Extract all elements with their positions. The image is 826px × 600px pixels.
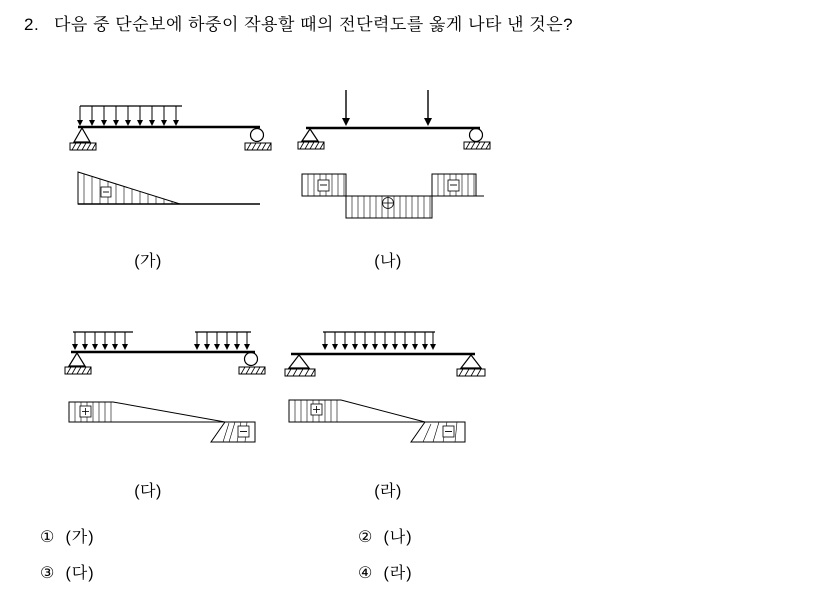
figure-da-label: (다): [134, 483, 162, 500]
choice-1-marker: ①: [40, 529, 56, 546]
choice-1[interactable]: [40, 524, 95, 547]
question-block: [24, 10, 764, 40]
figure-ga: [60, 92, 290, 222]
choice-3-label: (다): [65, 565, 95, 582]
figure-da-drawing: [55, 322, 285, 452]
choice-2[interactable]: [358, 524, 413, 547]
choice-4-label: (라): [383, 565, 413, 582]
choice-3-marker: ③: [40, 565, 56, 582]
choice-4-marker: ④: [358, 565, 374, 582]
figure-da: [55, 322, 285, 452]
figure-ga-drawing: [60, 92, 290, 222]
figure-na-label: (나): [374, 253, 402, 270]
choice-1-label: (가): [65, 529, 95, 546]
figure-ga-label: (가): [134, 253, 162, 270]
question-number: 2.: [24, 15, 40, 34]
choice-4[interactable]: [358, 560, 413, 583]
figure-ra-label: (라): [374, 483, 402, 500]
choice-2-label: (나): [383, 529, 413, 546]
figure-ra-drawing: [275, 322, 500, 452]
figure-na-drawing: [288, 84, 508, 224]
figure-na: [288, 84, 508, 224]
choice-2-marker: ②: [358, 529, 374, 546]
choice-3[interactable]: [40, 560, 95, 583]
figure-ra: [275, 322, 500, 452]
question-text: 다음 중 단순보에 하중이 작용할 때의 전단력도를 옳게 나타 낸 것은?: [54, 15, 574, 34]
